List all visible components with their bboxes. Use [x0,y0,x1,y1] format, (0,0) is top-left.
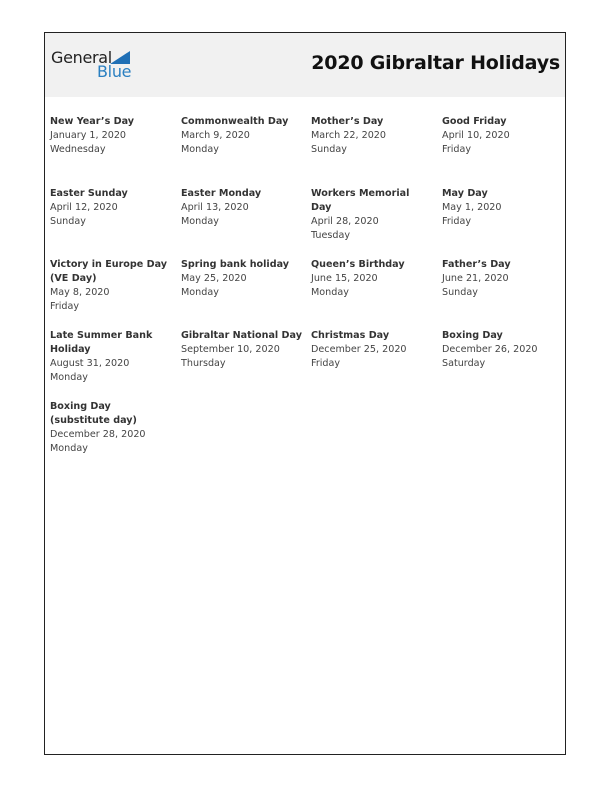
holiday-name: New Year’s Day [50,116,135,127]
holiday-name: May Day [442,188,488,199]
holiday-name: Christmas Day [311,330,390,341]
logo-general-text: General [51,48,112,67]
holiday-item [50,329,172,385]
holiday-weekday: Monday [181,287,219,298]
holiday-name: Commonwealth Day [181,116,289,127]
holiday-date: March 9, 2020 [181,130,250,141]
holiday-weekday: Saturday [442,358,486,369]
holiday-name: Workers Memorial Day [311,188,410,213]
holiday-weekday: Friday [442,216,472,227]
holiday-item [442,258,564,300]
holiday-weekday: Monday [181,216,219,227]
holiday-name: Gibraltar National Day [181,330,302,341]
holiday-name: Late Summer Bank Holiday [50,330,153,355]
holiday-date: June 15, 2020 [311,273,378,284]
logo-blue-text: Blue [97,62,132,81]
holiday-date: September 10, 2020 [181,344,280,355]
calendar-page [44,32,566,755]
holiday-item [311,329,433,371]
holiday-item [50,187,172,229]
holiday-item [311,187,433,243]
holiday-item [442,329,564,371]
holiday-weekday: Thursday [181,358,226,369]
holiday-item [50,400,172,456]
page-header [45,33,565,97]
holiday-item [442,187,564,229]
holiday-date: May 25, 2020 [181,273,247,284]
holiday-item [181,115,303,157]
holiday-weekday: Tuesday [311,230,351,241]
holiday-weekday: Monday [311,287,349,298]
holiday-date: April 28, 2020 [311,216,379,227]
holiday-item [181,329,303,371]
holiday-weekday: Monday [50,372,88,383]
holiday-name: Victory in Europe Day (VE Day) [50,259,168,284]
holiday-weekday: Friday [442,144,472,155]
generalblue-logo [51,48,141,82]
holiday-date: December 28, 2020 [50,429,146,440]
page-title: 2020 Gibraltar Holidays [311,52,560,74]
holiday-date: April 10, 2020 [442,130,510,141]
holiday-item [181,258,303,300]
holiday-name: Easter Monday [181,188,262,199]
holiday-weekday: Monday [181,144,219,155]
holiday-item [442,115,564,157]
holiday-weekday: Sunday [50,216,86,227]
holiday-date: March 22, 2020 [311,130,387,141]
holiday-name: Boxing Day (substitute day) [50,401,137,426]
holiday-date: August 31, 2020 [50,358,130,369]
holiday-item [50,258,172,314]
holiday-name: Boxing Day [442,330,503,341]
holiday-date: December 25, 2020 [311,344,407,355]
holiday-name: Easter Sunday [50,188,128,199]
holiday-weekday: Friday [311,358,341,369]
holiday-weekday: Sunday [311,144,347,155]
holiday-name: Mother’s Day [311,116,384,127]
holiday-date: June 21, 2020 [442,273,509,284]
holiday-item [311,115,433,157]
holiday-date: May 1, 2020 [442,202,502,213]
holiday-date: April 13, 2020 [181,202,249,213]
holiday-name: Spring bank holiday [181,259,290,270]
holiday-date: May 8, 2020 [50,287,110,298]
holiday-weekday: Sunday [442,287,478,298]
holiday-date: April 12, 2020 [50,202,118,213]
holiday-item [50,115,172,157]
holiday-weekday: Monday [50,443,88,454]
holiday-weekday: Wednesday [50,144,106,155]
holiday-date: January 1, 2020 [50,130,127,141]
holiday-date: December 26, 2020 [442,344,538,355]
holiday-name: Father’s Day [442,259,511,270]
holiday-name: Queen’s Birthday [311,259,405,270]
holiday-item [311,258,433,300]
holiday-name: Good Friday [442,116,507,127]
holiday-weekday: Friday [50,301,80,312]
holiday-item [181,187,303,229]
